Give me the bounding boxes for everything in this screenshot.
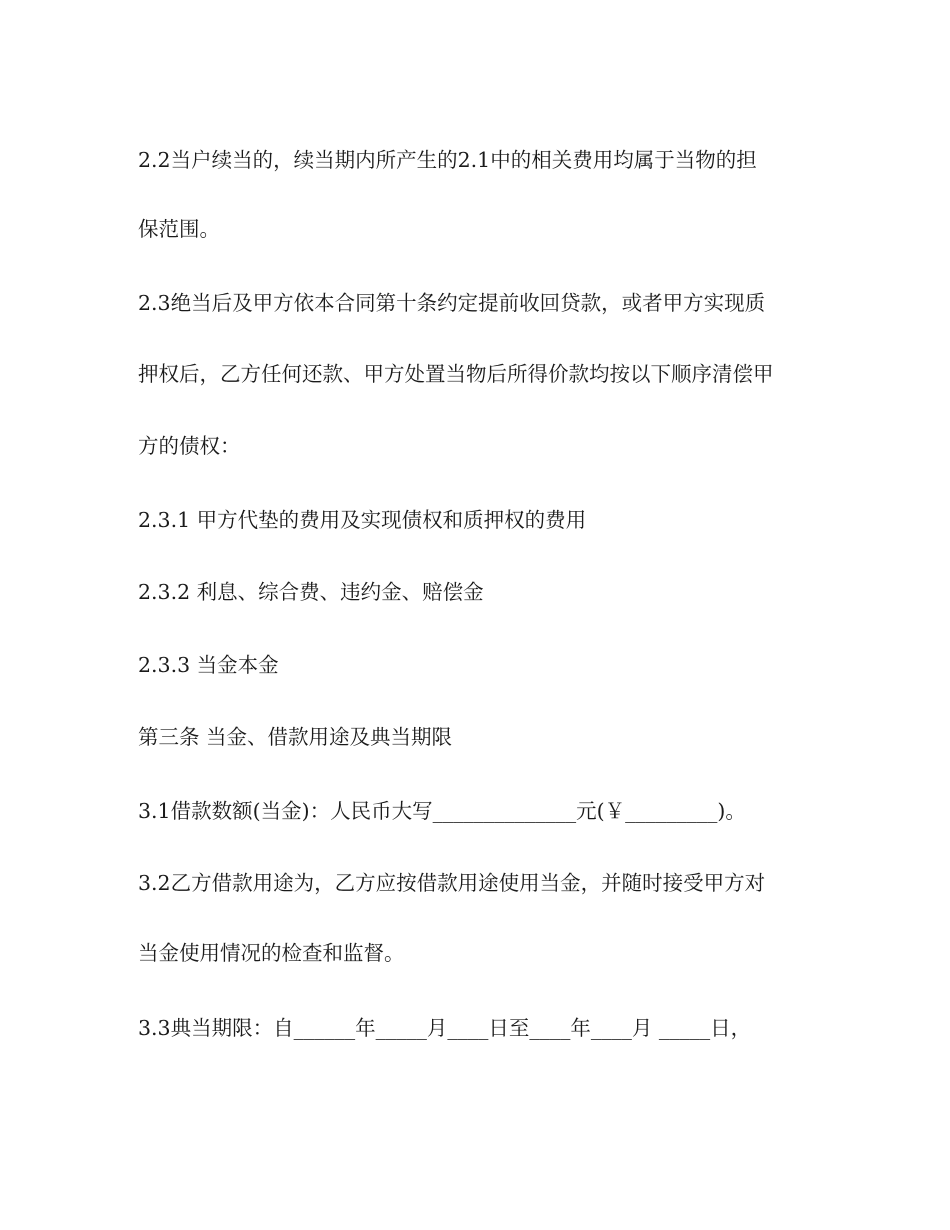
clause-3-3: 3.3典当期限：自______年_____月____日至____年____月 _____日， [138,1016,752,1040]
clause-2-2-line-1: 2.2当户续当的，续当期内所产生的2.1中的相关费用均属于当物的担 [138,148,757,172]
clause-2-3-3: 2.3.3 当金本金 [138,653,279,677]
clause-2-3-1: 2.3.1 甲方代垫的费用及实现债权和质押权的费用 [138,508,587,532]
clause-2-3-2: 2.3.2 利息、综合费、违约金、赔偿金 [138,580,484,604]
clause-3-2-line-1: 3.2乙方借款用途为，乙方应按借款用途使用当金，并随时接受甲方对 [138,871,766,895]
article-3-heading: 第三条 当金、借款用途及典当期限 [138,725,453,749]
clause-2-3-line-1: 2.3绝当后及甲方依本合同第十条约定提前收回贷款，或者甲方实现质 [138,291,766,315]
clause-3-1: 3.1借款数额(当金)：人民币大写______________元(￥_________)。 [138,799,746,823]
clause-3-2-line-2: 当金使用情况的检查和监督。 [138,941,405,965]
clause-2-3-line-3: 方的债权： [138,434,241,458]
clause-2-3-line-2: 押权后，乙方任何还款、甲方处置当物后所得价款均按以下顺序清偿甲 [138,362,774,386]
clause-2-2-line-2: 保范围。 [138,217,220,241]
